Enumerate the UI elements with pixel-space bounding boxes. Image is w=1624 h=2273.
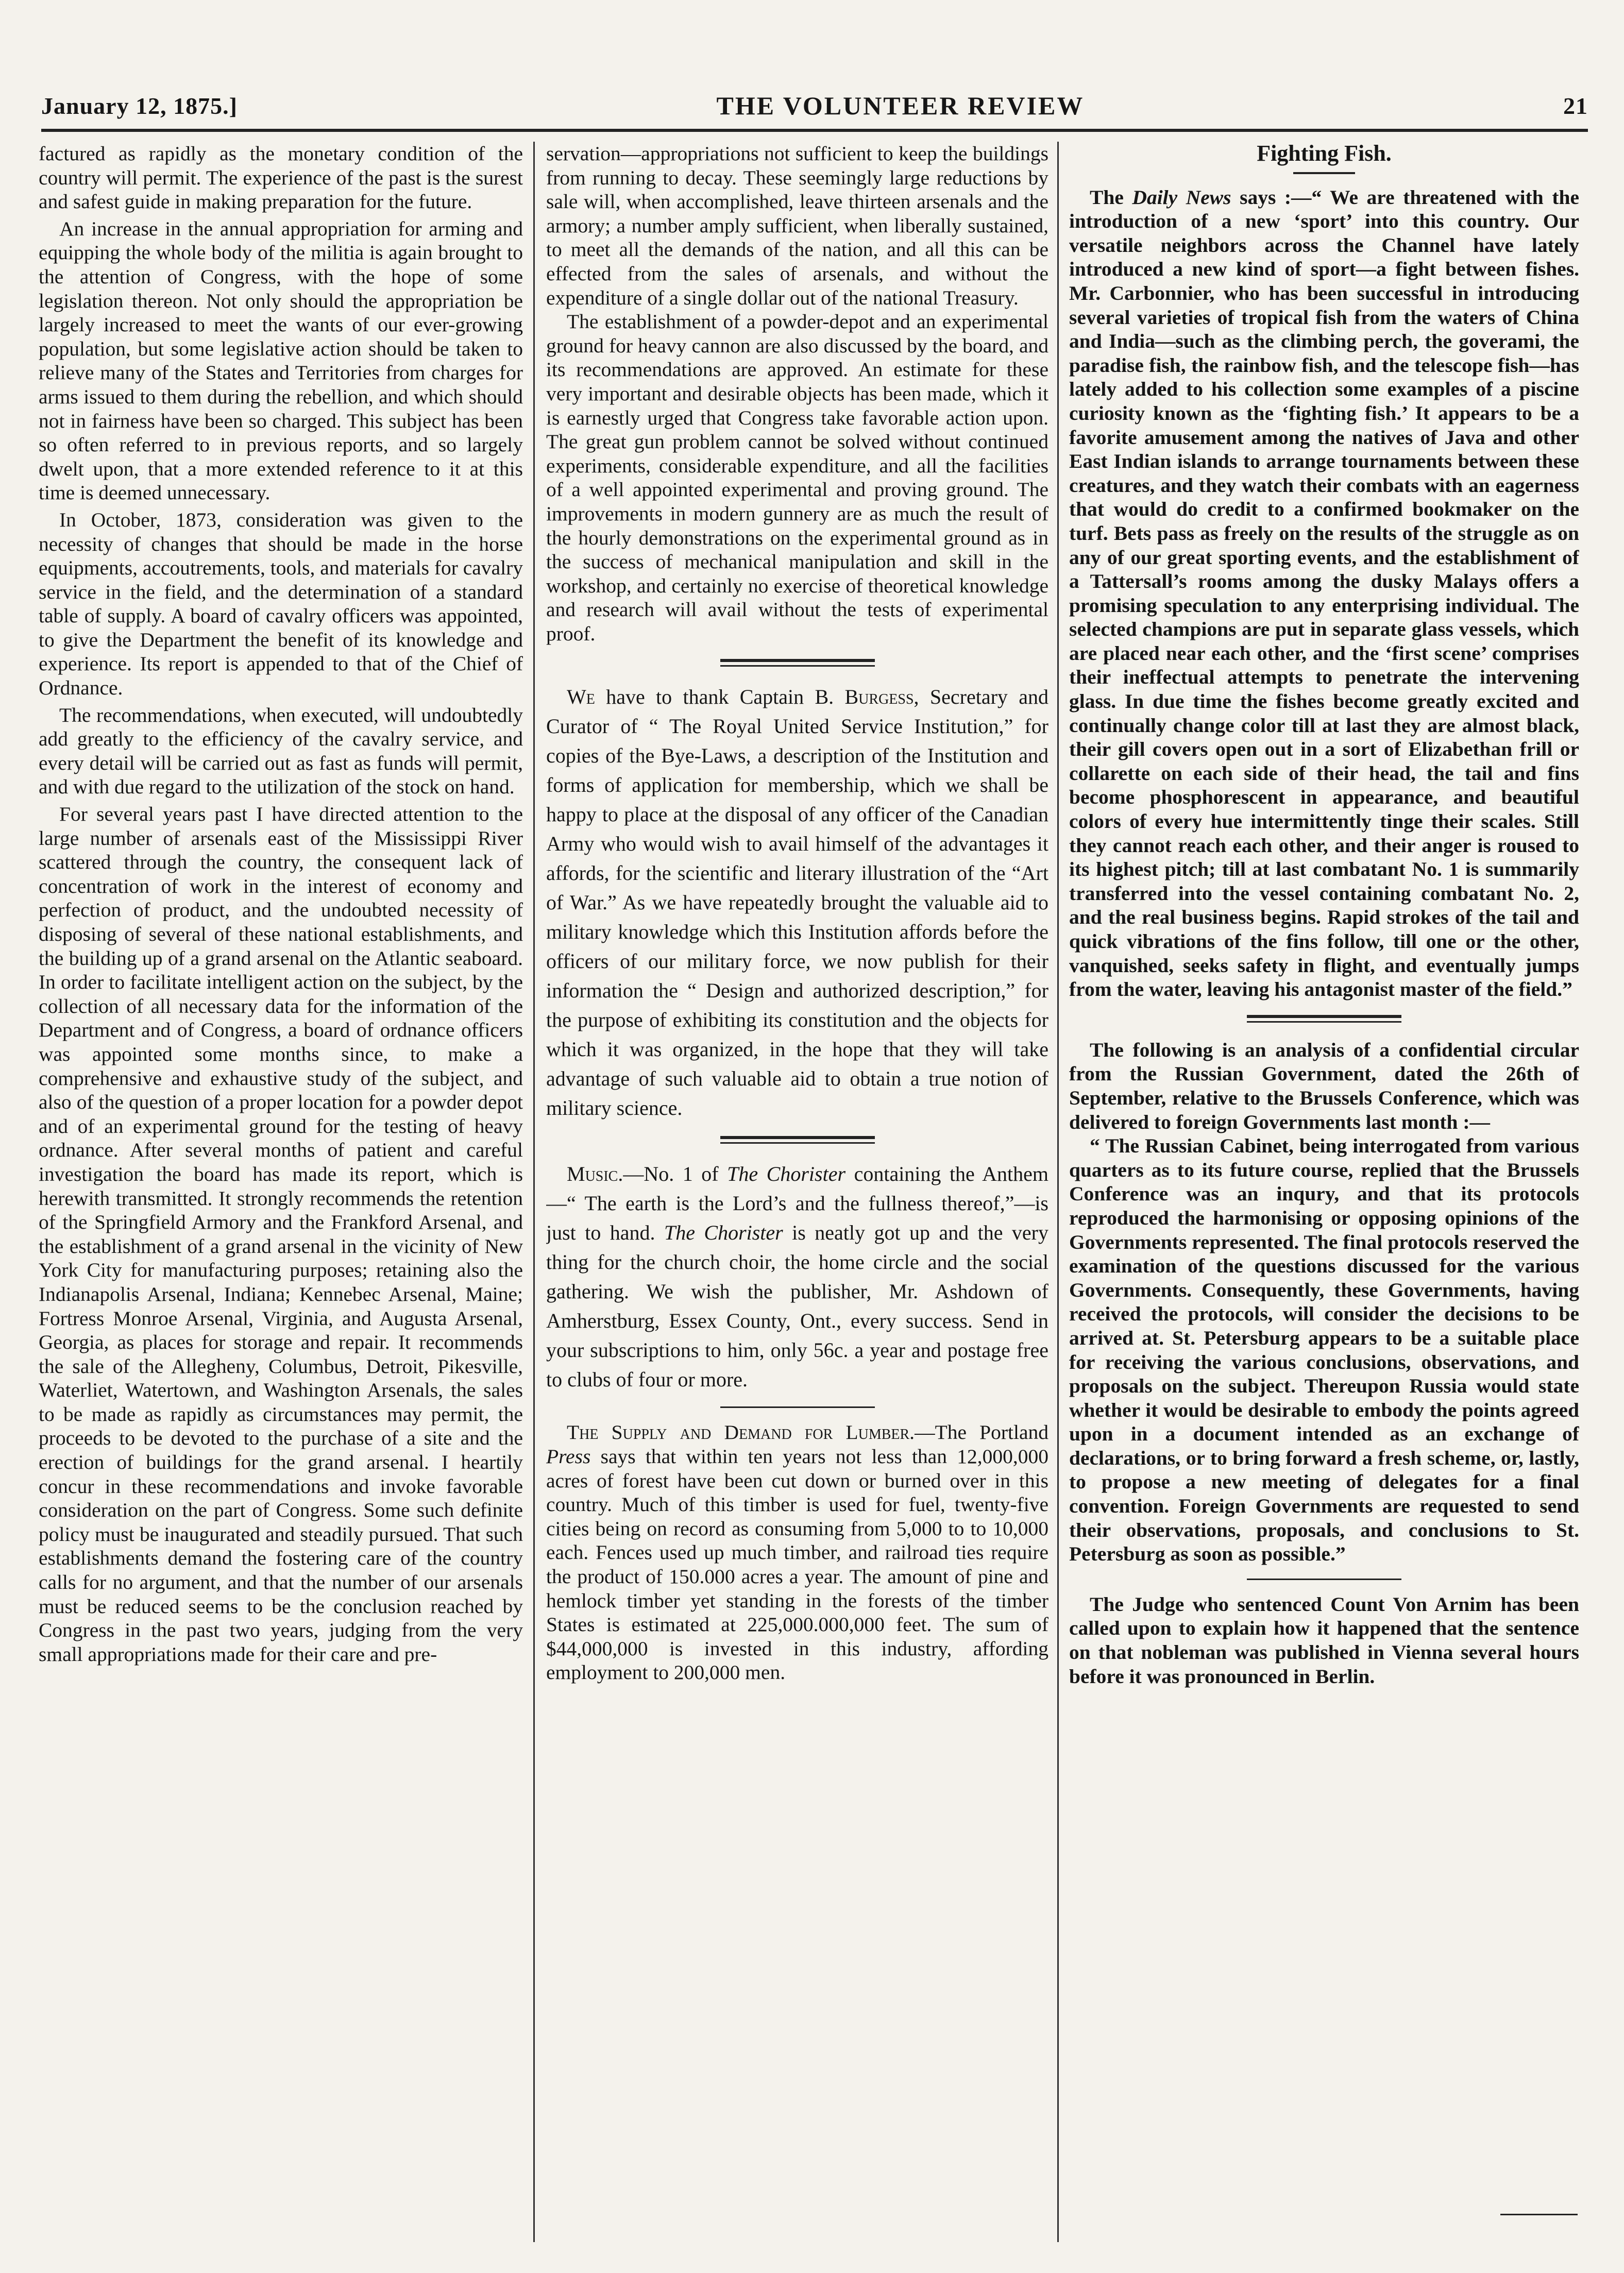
article-paragraph: factured as rapidly as the monetary condition of the country will permit. The experience of the past is the surest and safest guide in making preparation for the future.: [39, 142, 523, 213]
person-name: B. Burgess: [815, 685, 914, 709]
column-divider: [533, 142, 535, 2242]
section-rule: [720, 659, 875, 667]
publication-title: The Chorister: [727, 1162, 846, 1186]
article-paragraph: The recommendations, when executed, will undoubtedly add greatly to the efficiency of the cavalry service, and every detail will be carried out as fast as funds will permit, and with due regard to the utilization of the stock on hand.: [39, 703, 523, 799]
russia-quote: “ The Russian Cabinet, being interrogated from various quarters as to its future course, replied that the Brussels Conference was an inqury, and that its protocols reproduced the harmonising or opposing opinions of the Governments represented. The final protocols reserved the examination of the questions discussed for the various Governments. Consequently, these Governments, having received the protocols, will consider the decisions to be arrived at. St. Petersburg appears to be a suitable place for receiving the various conclusions, observations, and proposals on the subject. Thereupon Russia would state whether it would be desirable to embody the points agreed upon in a document intended as an exchange of declarations, or to bring forward a fresh scheme, or, lastly, to propose a new meeting of delegates for a final convention. Foreign Governments are requested to send their observations, proposals, and conclusions to St. Petersburg as soon as possible.”: [1069, 1134, 1579, 1566]
section-rule: [720, 1136, 875, 1144]
article-paragraph: The establishment of a powder-depot and an experimental ground for heavy cannon are also discussed by the board, and its recommendations are approved. An estimate for these very important and desirable objects has been made, which it is earnestly urged that Congress take favorable action upon. The great gun problem cannot be solved without continued experiments, considerable expenditure, and all the facilities of a well appointed experimental and proving ground. The improvements in modern gunnery are as much the result of the hourly demonstrations on the experimental ground as in the success of mechanical manipulation and skill in the workshop, and certainly no exercise of theoretical knowledge and research will avail without the tests of experimental proof.: [546, 310, 1048, 645]
section-rule: [720, 1406, 875, 1408]
article-paragraph: servation—appropriations not sufficient to keep the buildings from running to decay. These seemingly large reductions by sale will, when accomplished, leave thirteen arsenals and the armory; a number amply sufficient, when liberally sustained, to meet all the demands of the nation, and all this can be effected from the sales of arsenals, and without the expenditure of a single dollar out of the national Treasury.: [546, 142, 1048, 309]
page-number: 21: [1563, 92, 1588, 119]
header-rule: [41, 129, 1588, 132]
publication-title: Press: [546, 1445, 591, 1468]
column-right: [1069, 142, 1579, 2242]
page-header: [41, 88, 1588, 124]
column-divider: [1057, 142, 1059, 2242]
burgess-notice: We have to thank Captain B. Burgess, Secretary and Curator of “ The Royal United Service Institution,” for copies of the Bye-Laws, a description of the Institution and forms of application for membership, which we shall be happy to place at the disposal of any officer of the Canadian Army who would wish to avail himself of the advantages it affords, for the scientific and literary illustration of the “Art of War.” As we have repeatedly brought the valuable aid to military knowledge which this Institution affords before the officers of our military force, we now publish for their information the “ Design and authorized description,” for the purpose of exhibiting its constitution and the objects for which it was organized, in the hope that they will take advantage of such valuable aid to obtain a true notion of military science.: [546, 685, 1048, 1120]
article-paragraph: In October, 1873, consideration was given to the necessity of changes that should be made in the horse equipments, accoutrements, tools, and materials for cavalry service in the field, and the determination of a standard table of supply. A board of cavalry officers was appointed, to give the Department the benefit of its knowledge and experience. Its report is appended to that of the Chief of Ordnance.: [39, 508, 523, 700]
header-title: THE VOLUNTEER REVIEW: [716, 91, 1085, 120]
fighting-fish-article: The Daily News says :—“ We are threatened with the introduction of a new ‘sport’ into this country. Our versatile neighbors across the Channel have lately introduced a new kind of sport—a fight between fishes. Mr. Carbonnier, who has been successful in introducing several varieties of tropical fish from the waters of China and India—such as the climbing perch, the goverami, the paradise fish, the rainbow fish, and the telescope fish—has lately added to his collection some examples of a piscine curiosity known as the ‘fighting fish.’ It appears to be a favorite amusement among the natives of Java and other East Indian islands to arrange tournaments between these creatures, and they watch their combats with an eagerness that would do credit to a confirmed bookmaker on the turf. Bets pass as freely on the results of the struggle as on any of our great sporting events, and the establishment of a Tattersall’s rooms among the dusky Malays offers a promising speculation to any enterprising individual. The selected champions are put in separate glass vessels, which are placed near each other, and the ‘first scene’ comprises their ineffectual attempts to penetrate the intervening glass. In due time the fishes become greatly excited and continually change color till at last they are almost black, their gill covers open out in a sort of Elizabethan frill or collarette on each side of their head, the tail and fins become phosphorescent in appearance, and beautiful colors of every hue intermittently tinge their scales. Still they cannot reach each other, and their anger is roused to its highest pitch; till at last combatant No. 1 is summarily transferred into the vessel containing combatant No. 2, and the real business begins. Rapid strokes of the tail and quick vibrations of the fins follow, till one or the other, vanquished, seeks safety in flight, and eventually jumps from the water, leaving his antagonist master of the field.”: [1069, 185, 1579, 1001]
column-middle: [546, 142, 1048, 2242]
column-left: [39, 142, 523, 2242]
heading-rule: [1293, 172, 1355, 174]
article-paragraph: For several years past I have directed attention to the large number of arsenals east of the Mississippi River scattered through the country, the consequent lack of concentration of work in the interest of economy and perfection of product, and the undoubted necessity of disposing of several of these national establishments, and the building up of a grand arsenal on the Atlantic seaboard. In order to facilitate intelligent action on the subject, by the collection of all necessary data for the information of the Department and of Congress, a board of ordnance officers was appointed some months since, to make a comprehensive and exhaustive study of the subject, and also of the question of a proper location for a powder depot and of an experimental ground for the testing of heavy ordnance. After several months of patient and careful investigation the board has made its report, which is herewith transmitted. It strongly recommends the retention of the Springfield Armory and the Frankford Arsenal, and the establishment of a grand arsenal in the vicinity of New York City for manufacturing purposes; retaining also the Indianapolis Arsenal, Indiana; Kennebec Arsenal, Maine; Fortress Monroe Arsenal, Virginia, and Augusta Arsenal, Georgia, as places for storage and repair. It recommends the sale of the Allegheny, Columbus, Detroit, Pikesville, Waterliet, Watertown, and Washington Arsenals, the sales to be made as rapidly as circumstances may permit, the proceeds to be devoted to the purchase of a site and the erection of buildings for the grand arsenal. I heartily concur in these recommendations and invoke favorable consideration on the part of Congress. Some such definite policy must be inaugurated and steadily pursued. That such establishments demand the fostering care of the country calls for no argument, and that the number of our arsenals must be reduced seems to be the conclusion reached by Congress in the past two years, judging from the very small appropriations made for their care and pre-: [39, 803, 523, 1666]
music-notice: Music.—No. 1 of The Chorister containing the Anthem—“ The earth is the Lord’s and the fullness thereof,”—is just to hand. The Chorister is neatly got up and the very thing for the church choir, the home circle and the social gathering. We wish the publisher, Mr. Ashdown of Amherstburg, Essex County, Ont., every success. Send in your subscriptions to him, only 56c. a year and postage free to clubs of four or more.: [546, 1162, 1048, 1392]
publication-title: The Chorister: [664, 1221, 783, 1245]
section-rule: [1247, 1015, 1401, 1023]
publication-title: Daily News: [1132, 185, 1231, 209]
notice-lead: We: [567, 685, 595, 709]
article-paragraph: An increase in the annual appropriation for arming and equipping the whole body of the militia is again brought to the attention of Congress, with the hope of some legislation thereon. Not only should the appropriation be largely increased to meet the wants of our ever-growing population, but some legislative action should be taken to relieve many of the States and Territories from charges for arms issued to them during the rebellion, and which should not in fairness have been so charged. This subject has been so often referred to in previous reports, and so largely dwelt upon, that a more extended reference to it at this time is deemed unnecessary.: [39, 217, 523, 504]
lumber-notice: The Supply and Demand for Lumber.—The Portland Press says that within ten years not less than 12,000,000 acres of forest have been cut down or burned over in this country. Much of this timber is used for fuel, twenty-five cities being on record as consuming from 5,000 to to 10,000 each. Fences used up much timber, and railroad ties require the product of 150.000 acres a year. The amount of pine and hemlock timber yet standing in the forests of the timber States is estimated at 225,000.000,000 feet. The sum of $44,000,000 is invested in this industry, affording employment to 200,000 men.: [546, 1421, 1048, 1684]
notice-lead: Music.: [567, 1162, 623, 1186]
closing-flourish: [1500, 2214, 1578, 2215]
russia-intro: The following is an analysis of a confidential circular from the Russian Government, dated the 26th of September, relative to the Brussels Conference, which was delivered to foreign Governments last month :—: [1069, 1038, 1579, 1133]
judge-notice: The Judge who sentenced Count Von Arnim has been called upon to explain how it happened that the sentence on that nobleman was published in Vienna several hours before it was pronounced in Berlin.: [1069, 1592, 1579, 1688]
section-rule: [1247, 1579, 1401, 1580]
article-heading: Fighting Fish.: [1257, 142, 1392, 166]
notice-lead: The Supply and Demand for Lumber.: [567, 1421, 915, 1444]
header-date: January 12, 1875.]: [41, 92, 238, 119]
